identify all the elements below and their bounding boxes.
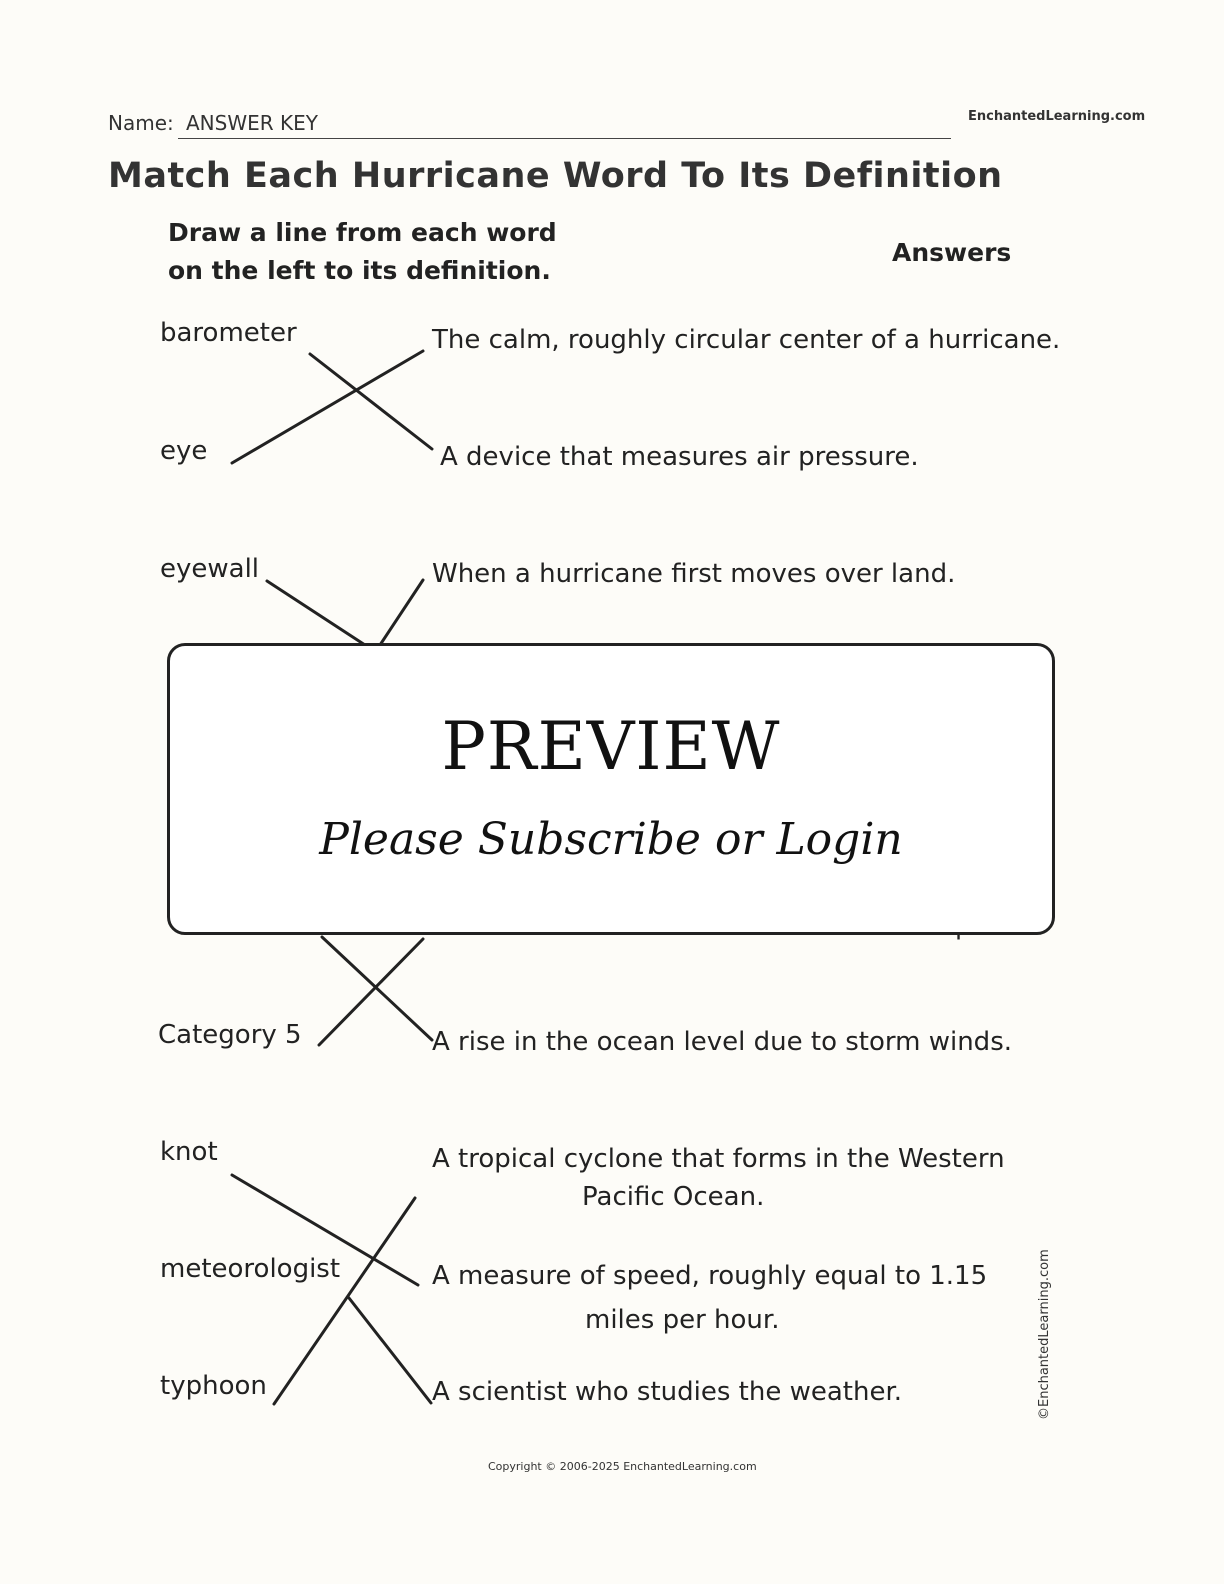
word-eyewall: eyewall bbox=[160, 554, 260, 584]
word-typhoon: typhoon bbox=[160, 1371, 267, 1401]
line-typhoon bbox=[274, 1198, 415, 1404]
definition-storm-surge: A rise in the ocean level due to storm winds. bbox=[432, 1027, 1012, 1057]
answers-label: Answers bbox=[892, 238, 1012, 267]
definition-barometer: A device that measures air pressure. bbox=[440, 442, 919, 472]
line-landfall bbox=[380, 580, 423, 645]
definition-knot-line1: A measure of speed, roughly equal to 1.15 bbox=[432, 1261, 988, 1291]
line-knot bbox=[232, 1175, 418, 1285]
preview-title: PREVIEW bbox=[441, 708, 781, 785]
definition-eye: The calm, roughly circular center of a hurricane. bbox=[432, 325, 1061, 355]
line-category-5 bbox=[319, 939, 423, 1045]
name-value: ANSWER KEY bbox=[186, 111, 318, 135]
footer-copyright: Copyright © 2006-2025 EnchantedLearning.com bbox=[488, 1460, 757, 1473]
side-copyright: ©EnchantedLearning.com bbox=[1037, 1249, 1052, 1420]
line-eyewall bbox=[267, 581, 365, 645]
definition-meteorologist: A scientist who studies the weather. bbox=[432, 1377, 903, 1407]
word-barometer: barometer bbox=[160, 318, 297, 348]
line-meteorologist bbox=[349, 1298, 431, 1403]
word-category-5: Category 5 bbox=[158, 1020, 302, 1050]
definition-typhoon-line2: Pacific Ocean. bbox=[582, 1182, 765, 1212]
definition-typhoon-line1: A tropical cyclone that forms in the Western bbox=[432, 1144, 1005, 1174]
definition-landfall: When a hurricane first moves over land. bbox=[432, 559, 956, 589]
definition-knot-line2: miles per hour. bbox=[585, 1305, 780, 1335]
word-meteorologist: meteorologist bbox=[160, 1254, 341, 1284]
preview-overlay[interactable] bbox=[167, 643, 1055, 935]
brand-logo[interactable]: EnchantedLearning.com bbox=[968, 109, 1146, 124]
line-barometer bbox=[310, 354, 432, 449]
preview-subscribe-link[interactable]: Please Subscribe or Login bbox=[319, 814, 903, 865]
instructions: Draw a line from each word on the left to its definition. bbox=[168, 218, 557, 285]
word-knot: knot bbox=[160, 1137, 218, 1167]
word-eye: eye bbox=[160, 436, 208, 466]
page-title: Match Each Hurricane Word To Its Definition bbox=[108, 156, 1003, 196]
name-label: Name: bbox=[108, 111, 174, 135]
